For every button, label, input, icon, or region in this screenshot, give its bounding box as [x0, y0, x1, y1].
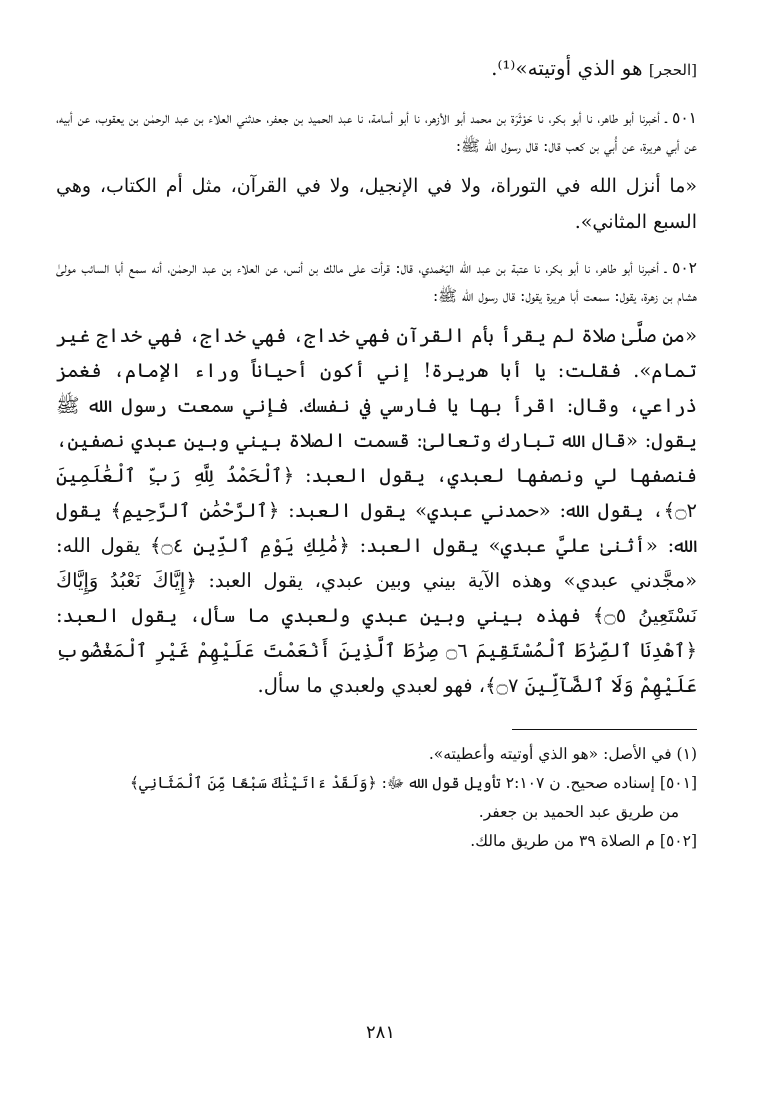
surah-tag: [الحجر] — [648, 61, 697, 79]
hadith-502-matn: «من صلَّىٰ صلاة لم يقرأ بأم القرآن فهي خداج، فهي خداج، فهي خداج غير تمام». فقلت: يا أبا هريرة! إني أكون أحياناً وراء الإمام، فغمز ذراعي، وقال: اقرأ بها يا فارسي في نفسك. فإني سمعت رسول الله ﷺ يقول: «قال الله تبارك وتعالىٰ: قسمت الصلاة بيني وبين عبدي نصفين، فنصفها لي ونصفها لعبدي، يقول العبد: ﴿ٱلْحَمْدُ لِلَّهِ رَبِّ ٱلْعَٰلَمِينَ ۝٢﴾، يقول الله: «حمدني عبدي» يقول العبد: ﴿ٱلرَّحْمَٰنِ ٱلرَّحِيمِ﴾ يقول الله: «أثنىٰ عليَّ عبدي» يقول العبد: ﴿مَٰلِكِ يَوْمِ ٱلدِّينِ ۝٤﴾ يقول الله: «مجَّدني عبدي» وهذه الآية بيني وبين عبدي، يقول العبد: ﴿إِيَّاكَ نَعْبُدُ وَإِيَّاكَ نَسْتَعِينُ ۝٥﴾ فهذه بيني وبين عبدي ولعبدي ما سأل، يقول العبد: ﴿ٱهْدِنَا ٱلصِّرَٰطَ ٱلْمُسْتَقِيمَ ۝٦ صِرَٰطَ ٱلَّذِينَ أَنْعَمْتَ عَلَيْهِمْ غَيْرِ ٱلْمَغْضُوبِ عَلَيْهِمْ وَلَا ٱلضَّآلِّينَ ۝٧﴾، فهو لعبدي ولعبدي ما سأل. — [56, 324, 697, 697]
hadith-502-isnad: ٥٠٢ ـ أخبرنا أبو طاهر، نا أبو بكر، نا عتبة بن عبد الله اليَحْمدي، قال: قرأت على مالك بن أنس، عن العلاء بن عبد الرحمٰن، أنه سمع أبا السائب مولىٰ هشام بن زهرة، يقول: سمعت أبا هريرة يقول: قال رسول الله ﷺ: — [56, 259, 697, 305]
footnote-501: [٥٠١] إسناده صحيح. ن ٢:١٠٧ تأويل قول الله ﷻ: ﴿وَلَقَدْ ءَاتَيْنَٰكَ سَبْعًا مِّنَ ٱلْمَثَانِي﴾ — [129, 774, 697, 792]
page-number: ٢٨١ — [365, 1022, 395, 1043]
hadith-501-isnad: ٥٠١ ـ أخبرنا أبو طاهر، نا أبو بكر، نا حَوْثَرَة بن محمد أبو الأزهر، نا أبو أسامة، نا عبد الحميد بن جعفر، حدثني العلاء بن عبد الرحمٰن بن يعقوب، عن أبيه، عن أبي هريرة، عن أُبي بن كعب قال: قال رسول الله ﷺ: — [56, 109, 697, 155]
footnote-502: [٥٠٢] م الصلاة ٣٩ من طريق مالك. — [470, 832, 697, 850]
hadith-501-matn: «ما أنزل الله في التوراة، ولا في الإنجيل، ولا في القرآن، مثل أم الكتاب، وهي السبع المثاني». — [56, 175, 697, 233]
continuation-text: هو الذي أوتيته»⁽¹⁾. — [491, 56, 643, 80]
footnote-divider — [512, 729, 697, 730]
footnote-1: (١) في الأصل: «هو الذي أوتيته وأعطيته». — [428, 745, 697, 763]
continuation-line — [56, 52, 697, 86]
footnote-501-continuation: من طريق عبد الحميد بن جعفر. — [478, 803, 679, 821]
